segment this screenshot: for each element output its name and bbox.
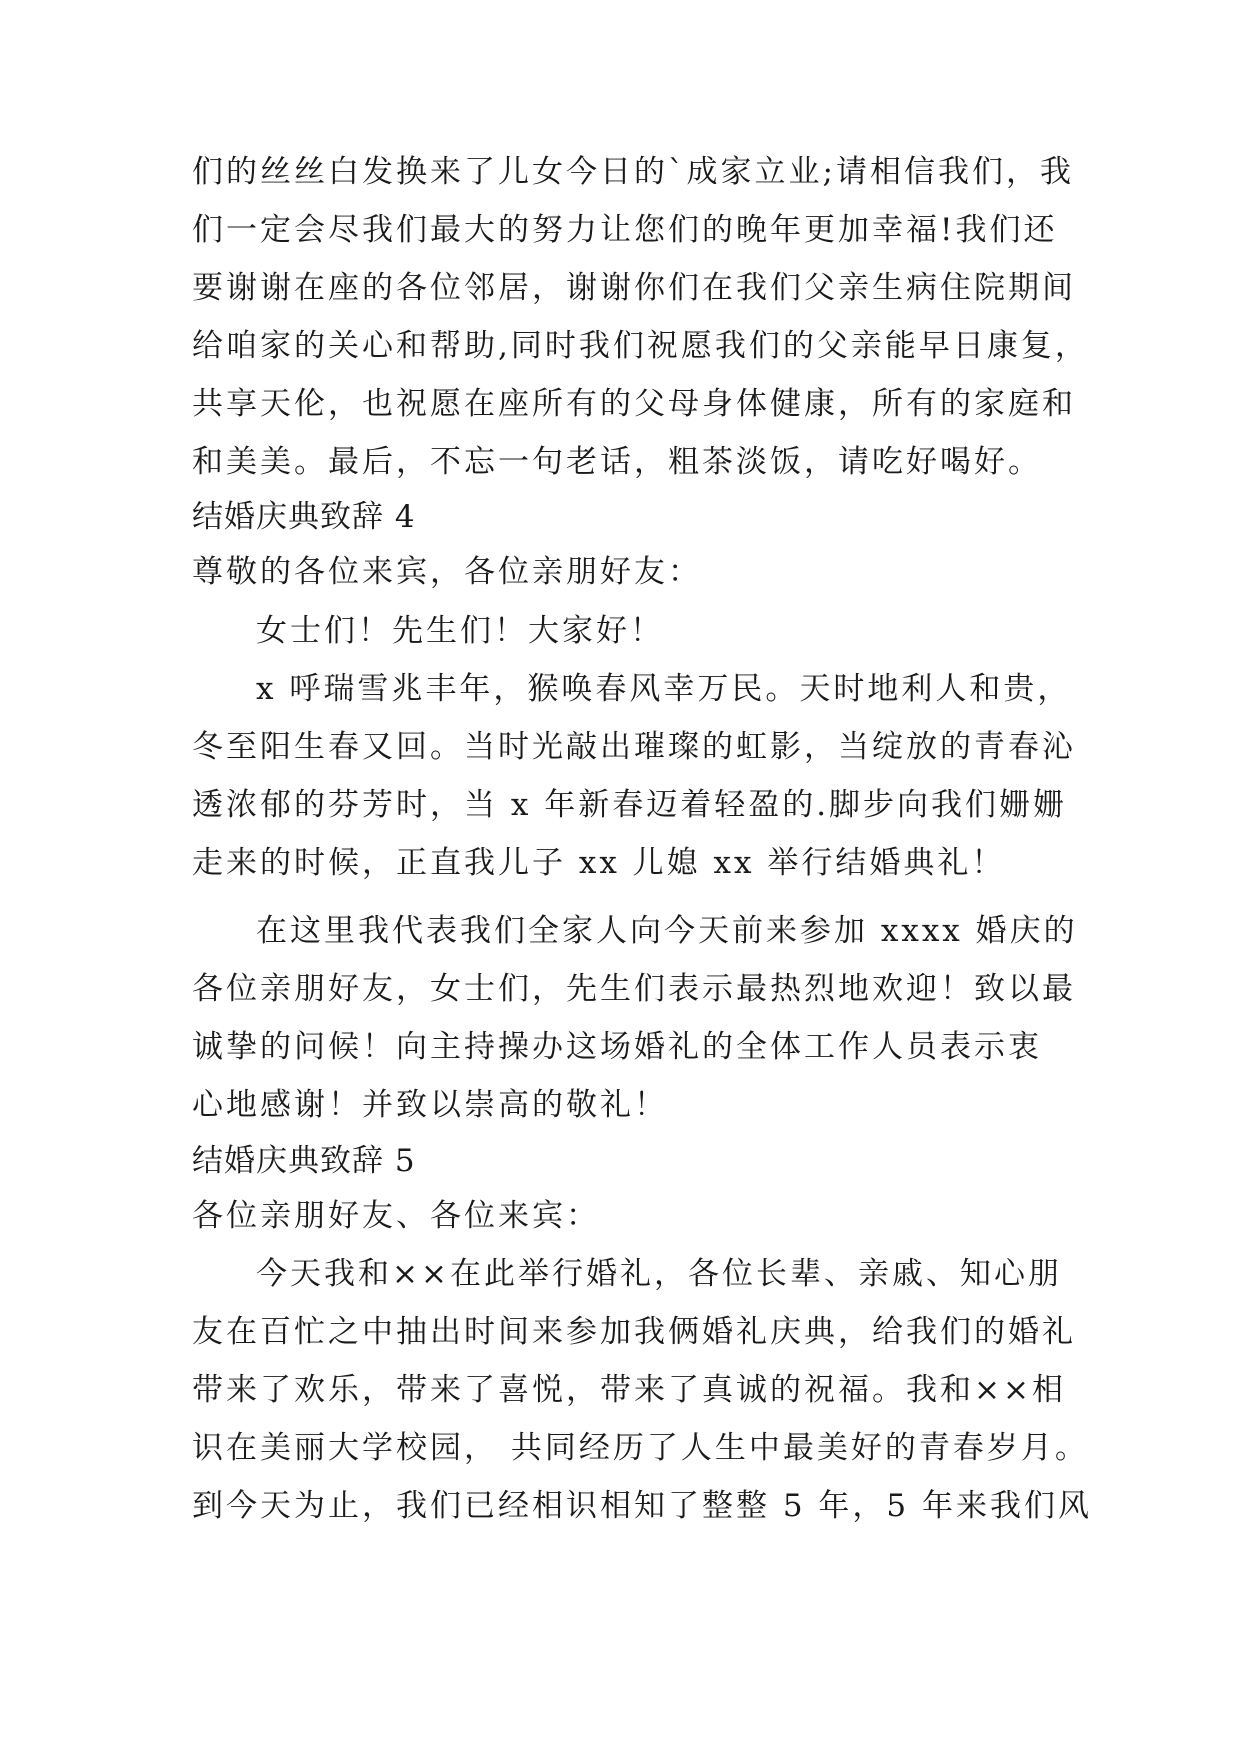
paragraph-line: 带来了欢乐，带来了喜悦，带来了真诚的祝福。我和××相 — [192, 1372, 1066, 1408]
paragraph-line: 识在美丽大学校园， 共同经历了人生中最美好的青春岁月。 — [192, 1430, 1089, 1466]
paragraph-line: 今天我和××在此举行婚礼，各位长辈、亲戚、知心朋 — [256, 1256, 1062, 1292]
section-heading: 结婚庆典致辞 4 — [192, 499, 416, 535]
paragraph-line: 各位亲朋好友，女士们，先生们表示最热烈地欢迎！致以最 — [192, 971, 1076, 1007]
paragraph-line: 给咱家的关心和帮助,同时我们祝愿我们的父亲能早日康复， — [192, 328, 1089, 364]
salutation-line: 各位亲朋好友、各位来宾： — [192, 1198, 600, 1234]
paragraph-line: 心地感谢！并致以崇高的敬礼！ — [192, 1087, 668, 1123]
paragraph-line: 友在百忙之中抽出时间来参加我俩婚礼庆典，给我们的婚礼 — [192, 1314, 1076, 1350]
paragraph-line: 和美美。最后，不忘一句老话，粗茶淡饭，请吃好喝好。 — [192, 444, 1042, 480]
paragraph-line: 女士们！先生们！大家好！ — [256, 613, 664, 649]
paragraph-line: 到今天为止，我们已经相识相知了整整 5 年，5 年来我们风 — [192, 1488, 1093, 1524]
paragraph-line: 们的丝丝白发换来了儿女今日的`成家立业;请相信我们，我 — [192, 154, 1074, 190]
section-heading: 结婚庆典致辞 5 — [192, 1143, 416, 1179]
paragraph-line: 诚挚的问候！向主持操办这场婚礼的全体工作人员表示衷 — [192, 1029, 1042, 1065]
paragraph-line: 走来的时候，正直我儿子 xx 儿媳 xx 举行结婚典礼！ — [192, 845, 1006, 881]
paragraph-line: 透浓郁的芬芳时，当 x 年新春迈着轻盈的.脚步向我们姗姗 — [192, 787, 1068, 823]
paragraph-line: 冬至阳生春又回。当时光敲出璀璨的虹影，当绽放的青春沁 — [192, 729, 1076, 765]
paragraph-line: 在这里我代表我们全家人向今天前来参加 xxxx 婚庆的 — [256, 913, 1078, 949]
paragraph-line: 要谢谢在座的各位邻居，谢谢你们在我们父亲生病住院期间 — [192, 270, 1076, 306]
salutation-line: 尊敬的各位来宾，各位亲朋好友： — [192, 554, 702, 590]
paragraph-line: 共享天伦，也祝愿在座所有的父母身体健康，所有的家庭和 — [192, 386, 1076, 422]
paragraph-line: x 呼瑞雪兆丰年，猴唤春风幸万民。天时地利人和贵， — [256, 671, 1072, 707]
paragraph-line: 们一定会尽我们最大的努力让您们的晚年更加幸福!我们还 — [192, 212, 1058, 248]
